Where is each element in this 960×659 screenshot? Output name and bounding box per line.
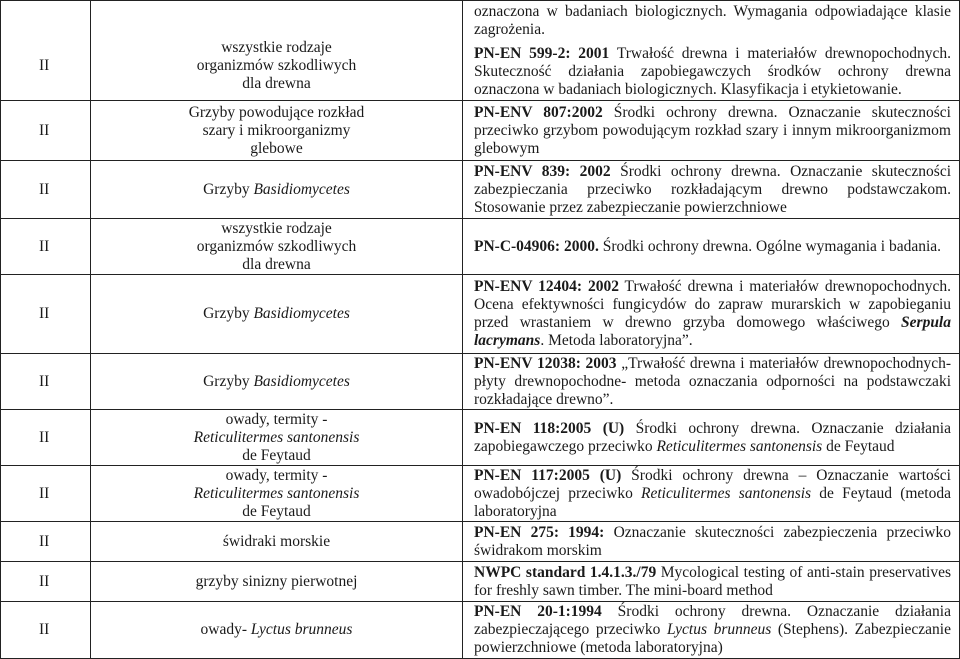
organism-latin: Basidiomycetes (253, 372, 350, 390)
class-cell: II (1, 466, 91, 522)
table-row (1, 219, 960, 275)
standard-latin: Reticulitermes santonensis (641, 484, 812, 502)
standard-code: PN-EN 20-1:1994 (474, 603, 602, 620)
standard-title-end: de Feytaud (metoda laboratoryjna (474, 484, 951, 520)
organism-line: organizmów szkodliwych (196, 56, 357, 74)
standard-title: Środki ochrony drewna. Oznaczanie skuteczności zabezpieczania przeciwko rozkładającym drewno podstawczakom. Stosowanie przez zabezpieczanie powierzchniowe (474, 162, 952, 216)
organism-cell (91, 354, 463, 410)
standard-code: PN-ENV 12038: 2003 (474, 354, 617, 372)
table-row (1, 522, 960, 562)
organism-line: Grzyby powodujące rozkład (188, 103, 365, 121)
class-cell: II (1, 161, 91, 219)
standard-code: PN-ENV 839: 2002 (474, 162, 611, 180)
standard-continuation: oznaczona w badaniach biologicznych. Wymagania odpowiadające klasie zagrożenia. (474, 3, 951, 38)
standard-cell (463, 602, 960, 659)
standard-title-end: de Feytaud (822, 437, 895, 455)
organism-line: de Feytaud (242, 446, 311, 464)
table-row (1, 562, 960, 602)
standard-title: Środki ochrony drewna. Oznaczanie działania zapobiegawczego przeciwko (474, 419, 951, 455)
class-cell: II (1, 410, 91, 466)
standard-title: Mycological testing of anti-stain preservatives for freshly sawn timber. The mini-board method (474, 563, 951, 599)
organism-text: owady- (200, 621, 251, 638)
organism-text: Grzyby (203, 180, 254, 198)
organism-cell (91, 466, 463, 522)
table-row (1, 1, 960, 101)
organism-line: wszystkie rodzaje (221, 38, 332, 56)
standard-code: PN-EN 118:2005 (U) (474, 419, 625, 437)
standard-code: PN-C-04906: 2000. (474, 237, 599, 255)
standard-cell (463, 410, 960, 466)
table-row (1, 275, 960, 354)
standard-title: Środki ochrony drewna. Ogólne wymagania i badania. (598, 237, 942, 255)
standard-title: Środki ochrony drewna. Oznaczanie działania zabezpieczającego przeciwko (474, 603, 951, 638)
standard-title: Środki ochrony drewna – Oznaczanie wartości owadobójczej przeciwko (474, 466, 951, 502)
table-row (1, 161, 960, 219)
class-cell: II (1, 1, 91, 101)
organism-cell (91, 1, 463, 101)
organism-latin: Lyctus brunneus (250, 621, 353, 638)
organism-cell (91, 161, 463, 219)
organism-latin: Reticulitermes santonensis (193, 484, 360, 502)
table-row (1, 410, 960, 466)
standard-title: „Trwałość drewna i materiałów drewnopochodnych- płyty drewnopochodne- metoda oznaczania odporności na podstawczaki rozkładające drewno”. (474, 354, 951, 408)
standard-cell (463, 275, 960, 354)
class-cell: II (1, 219, 91, 275)
organism-text: Grzyby (203, 305, 254, 322)
standard-code: NWPC standard 1.4.1.3./79 (474, 563, 657, 581)
organism-line: glebowe (250, 139, 303, 157)
standard-cell (463, 522, 960, 562)
standard-title: Oznaczanie skuteczności zabezpieczenia przeciwko świdrakom morskim (474, 523, 951, 559)
class-cell: II (1, 354, 91, 410)
standard-title: Trwałość drewna i materiałów drewnopochodnych. Ocena efektywności fungicydów do zapraw murarskich w zapobieganiu przed wrastaniem w drewno grzyba domowego właściwego (474, 278, 951, 331)
standard-title: Trwałość drewna i materiałów drewnopochodnych. Skuteczność działania zapobiegawczych środków ochrony drewna oznaczona w badaniach biologicznych. Klasyfikacja i etykietowanie. (474, 45, 951, 98)
standard-code: PN-ENV 12404: 2002 (474, 278, 619, 295)
standard-code: PN-EN 275: 1994: (474, 523, 605, 541)
standard-cell (463, 466, 960, 522)
standard-title: Środki ochrony drewna. Oznaczanie skuteczności przeciwko grzybom powodującym rozkład szary i innym mikroorganizmom glebowym (474, 103, 951, 157)
class-cell: II (1, 522, 91, 562)
standard-cell (463, 101, 960, 161)
standard-latin: Reticulitermes santonensis (656, 437, 823, 455)
table-row (1, 466, 960, 522)
standard-cell (463, 354, 960, 410)
table-row (1, 101, 960, 161)
organism-latin: Basidiomycetes (253, 180, 350, 198)
standard-cell (463, 161, 960, 219)
standard-code: PN-EN 599-2: 2001 (474, 45, 610, 62)
class-cell: II (1, 562, 91, 602)
organism-cell (91, 602, 463, 659)
organism-line: organizmów szkodliwych (196, 237, 357, 255)
standard-title-end: (Stephens). Zabezpieczanie powierzchniowe (metoda laboratoryjna) (474, 621, 951, 656)
standard-title-end: . Metoda laboratoryjna”. (540, 332, 693, 349)
standard-code: PN-ENV 807:2002 (474, 103, 603, 121)
organism-cell (91, 101, 463, 161)
organism-cell: świdraki morskie (91, 522, 463, 562)
organism-cell (91, 410, 463, 466)
standard-cell (463, 1, 960, 101)
standard-cell (463, 562, 960, 602)
organism-cell (91, 275, 463, 354)
standard-cell (463, 219, 960, 275)
organism-latin: Reticulitermes santonensis (193, 428, 360, 446)
organism-line: dla drewna (242, 255, 311, 273)
table-row (1, 602, 960, 659)
organism-cell (91, 219, 463, 275)
table-row (1, 354, 960, 410)
class-cell: II (1, 275, 91, 354)
organism-latin: Basidiomycetes (253, 305, 350, 322)
class-cell: II (1, 602, 91, 659)
standard-latin: Serpula lacrymans (474, 314, 951, 349)
standard-latin: Lyctus brunneus (667, 621, 772, 638)
organism-cell: grzyby sinizny pierwotnej (91, 562, 463, 602)
organism-line: de Feytaud (242, 502, 311, 520)
standard-code: PN-EN 117:2005 (U) (474, 466, 622, 484)
organism-line: dla drewna (242, 74, 311, 92)
class-cell: II (1, 101, 91, 161)
organism-line: wszystkie rodzaje (221, 219, 332, 237)
organism-line: szary i mikroorganizmy (202, 121, 351, 139)
organism-line: owady, termity - (225, 410, 328, 428)
organism-text: Grzyby (203, 372, 254, 390)
organism-line: owady, termity - (225, 466, 328, 484)
